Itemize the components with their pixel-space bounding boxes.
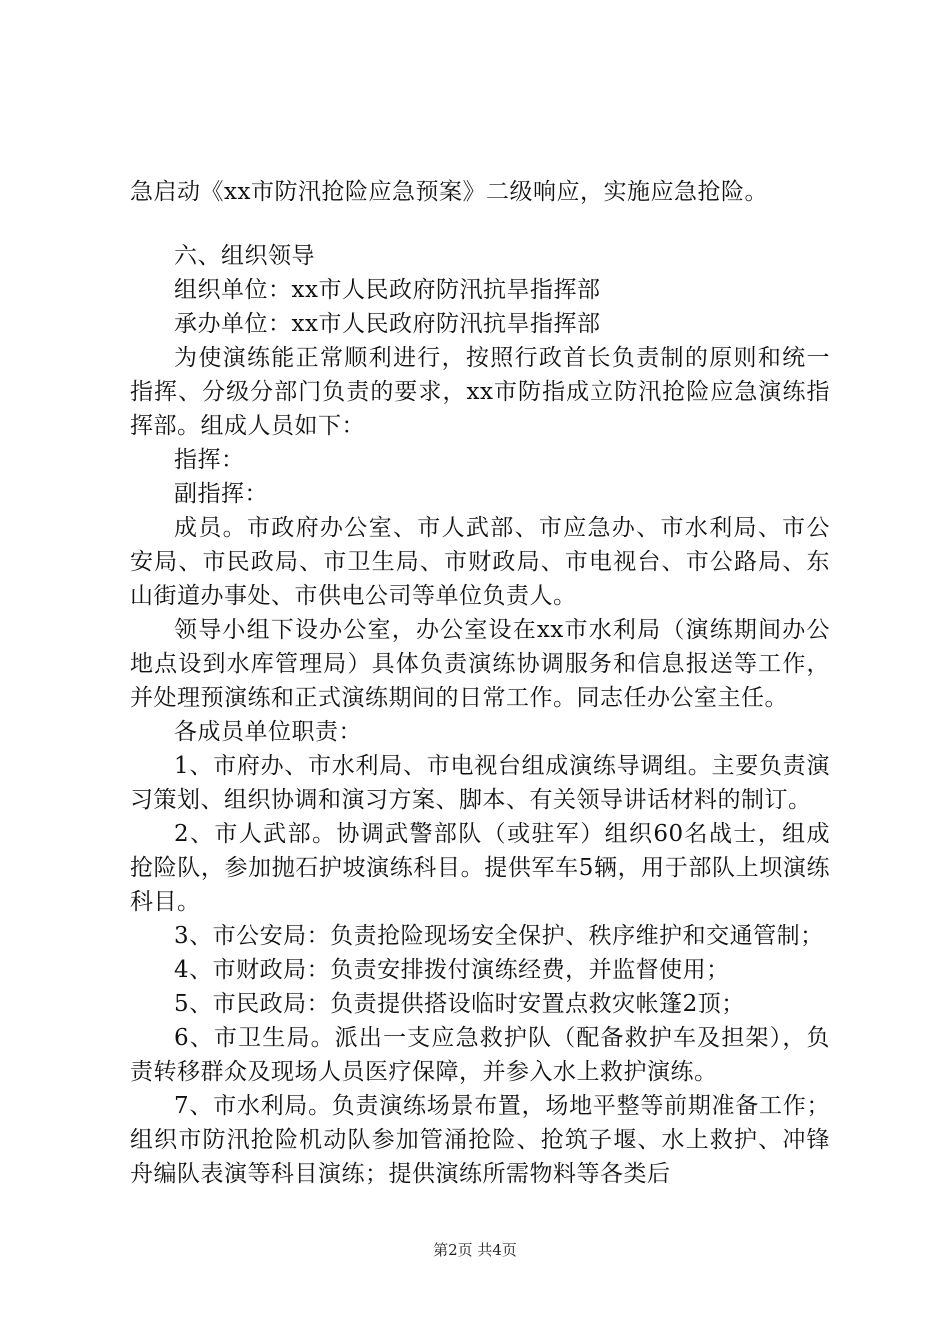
paragraph-duty-2: 2、市人武部。协调武警部队（或驻军）组织60名战士，组成抢险队，参加抛石护坡演练科目。提供军车5辆，用于部队上坝演练科目。 <box>130 821 830 915</box>
paragraph-host: 承办单位：xx市人民政府防汛抗旱指挥部 <box>174 311 601 337</box>
paragraph-duty-6: 6、市卫生局。派出一支应急救护队（配备救护车及担架），负责转移群众及现场人员医疗保障，并参入水上救护演练。 <box>130 1025 830 1085</box>
paragraph-duties-heading: 各成员单位职责： <box>174 719 362 745</box>
section-heading-organization: 六、组织领导 <box>174 243 315 269</box>
paragraph-members: 成员。市政府办公室、市人武部、市应急办、市水利局、市公安局、市民政局、市卫生局、市财政局、市电视台、市公路局、东山街道办事处、市供电公司等单位负责人。 <box>130 515 830 609</box>
paragraph-organizer: 组织单位：xx市人民政府防汛抗旱指挥部 <box>174 277 601 303</box>
document-body <box>130 175 830 1191</box>
page-footer <box>0 1240 950 1260</box>
paragraph-continuation: 急启动《xx市防汛抢险应急预案》二级响应，实施应急抢险。 <box>130 179 768 205</box>
paragraph-duty-7: 7、市水利局。负责演练场景布置，场地平整等前期准备工作；组织市防汛抢险机动队参加管涌抢险、抢筑子堰、水上救护、冲锋舟编队表演等科目演练；提供演练所需物料等各类后 <box>130 1093 830 1187</box>
paragraph-office: 领导小组下设办公室，办公室设在xx市水利局（演练期间办公地点设到水库管理局）具体负责演练协调服务和信息报送等工作，并处理预演练和正式演练期间的日常工作。同志任办公室主任。 <box>130 617 830 711</box>
page-number-label: 第2页 共4页 <box>433 1241 517 1259</box>
paragraph-command-setup: 为使演练能正常顺利进行，按照行政首长负责制的原则和统一指挥、分级分部门负责的要求，xx市防指成立防汛抢险应急演练指挥部。组成人员如下： <box>130 345 830 439</box>
paragraph-duty-1: 1、市府办、市水利局、市电视台组成演练导调组。主要负责演习策划、组织协调和演习方案、脚本、有关领导讲话材料的制订。 <box>130 753 830 813</box>
paragraph-duty-3: 3、市公安局：负责抢险现场安全保护、秩序维护和交通管制； <box>174 923 824 949</box>
paragraph-deputy-commander: 副指挥： <box>174 481 268 507</box>
paragraph-duty-5: 5、市民政局：负责提供搭设临时安置点救灾帐篷2顶； <box>174 991 745 1017</box>
paragraph-commander: 指挥： <box>174 447 245 473</box>
paragraph-duty-4: 4、市财政局：负责安排拨付演练经费，并监督使用； <box>174 957 730 983</box>
